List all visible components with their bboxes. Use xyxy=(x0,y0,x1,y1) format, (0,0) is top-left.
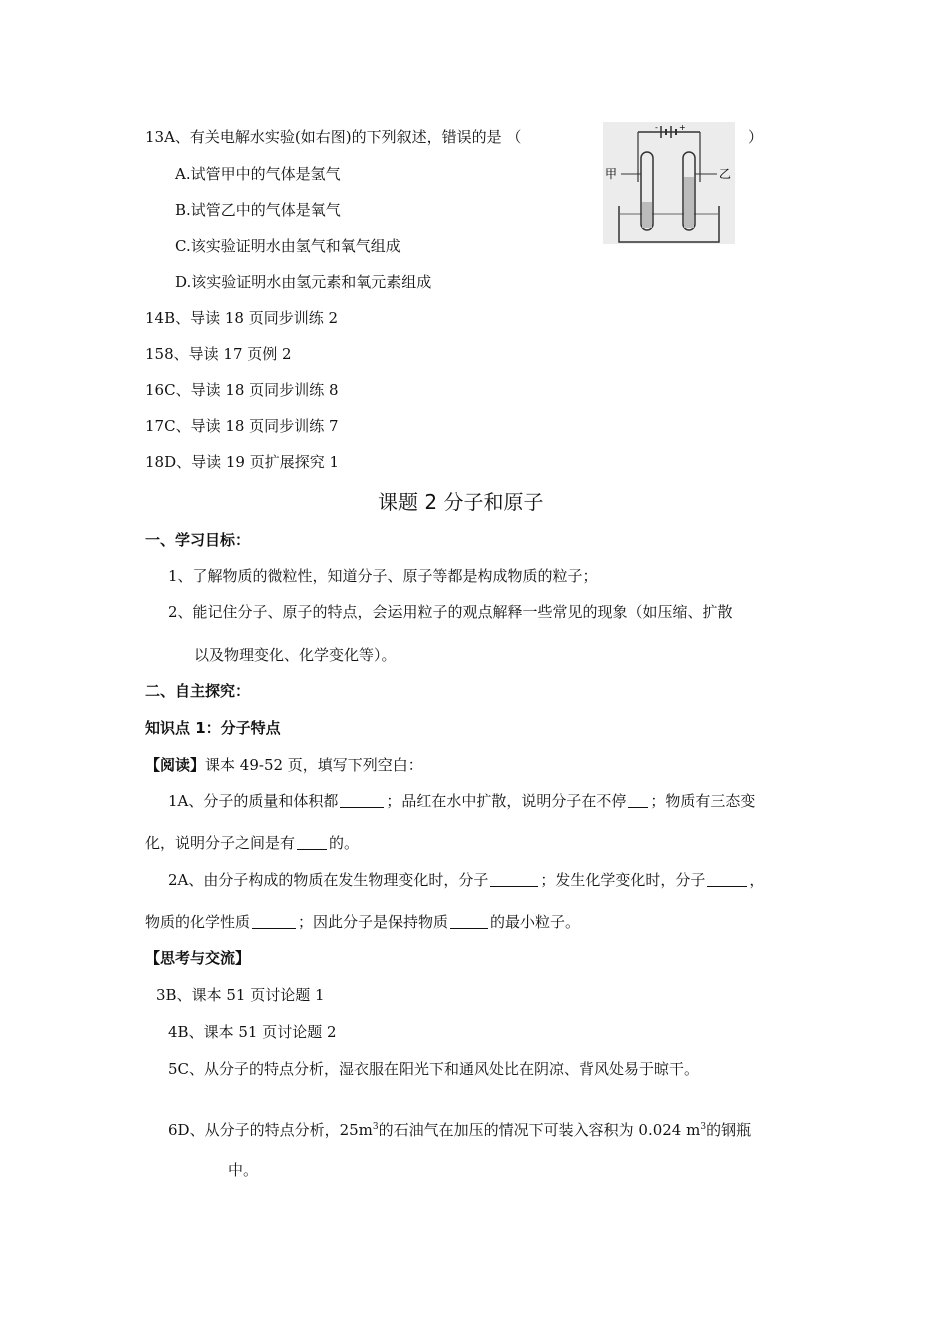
blank[interactable] xyxy=(450,914,488,929)
ref-item: 14B、导读 18 页同步训练 2 xyxy=(145,309,339,327)
lesson-title: 课题 2 分子和原子 xyxy=(378,490,544,514)
q13-option-d: D.该实验证明水由氢元素和氧元素组成 xyxy=(175,273,432,291)
ref-item: 158、导读 17 页例 2 xyxy=(145,345,292,363)
knowledge-point-title: 知识点 1：分子特点 xyxy=(145,719,281,737)
blank[interactable] xyxy=(340,793,384,808)
goal-item: 2、能记住分子、原子的特点，会运用粒子的观点解释一些常见的现象（如压缩、扩散 xyxy=(168,603,733,621)
figure-label-left: 甲 xyxy=(605,167,618,181)
section-heading-goals: 一、学习目标： xyxy=(145,531,251,549)
q13-paren-close: ） xyxy=(748,128,764,146)
blank[interactable] xyxy=(490,872,538,887)
blank[interactable] xyxy=(252,914,296,929)
q13-option-c: C.该实验证明水由氢气和氧气组成 xyxy=(175,237,401,255)
blank[interactable] xyxy=(628,793,648,808)
question-5c: 5C、从分子的特点分析，湿衣服在阳光下和通风处比在阴凉、背风处易于晾干。 xyxy=(168,1060,700,1078)
ref-item: 16C、导读 18 页同步训练 8 xyxy=(145,381,339,399)
electrolysis-apparatus-icon xyxy=(603,122,735,244)
question-2a-line1: 2A、由分子构成的物质在发生物理变化时，分子 ；发生化学变化时，分子 ， xyxy=(168,871,765,889)
blank[interactable] xyxy=(707,872,747,887)
reading-tag: 【阅读】 xyxy=(145,756,206,774)
q13-option-b: B.试管乙中的气体是氧气 xyxy=(175,201,341,219)
question-6d-line2: 中。 xyxy=(228,1161,259,1179)
goal-item: 1、了解物质的微粒性，知道分子、原子等都是构成物质的粒子； xyxy=(168,567,598,585)
goal-item-continued: 以及物理变化、化学变化等）。 xyxy=(194,646,397,664)
question-6d-line1: 6D、从分子的特点分析，$25m^3$的石油气在加压的情况下可装入容积为 0.024 $m^3$的钢瓶 xyxy=(168,1121,752,1139)
reading-instruction: 【阅读】课本 49-52 页，填写下列空白： xyxy=(145,756,423,774)
svg-text:+: + xyxy=(679,123,686,132)
section-heading-explore: 二、自主探究： xyxy=(145,682,251,700)
svg-text:-: - xyxy=(655,123,658,132)
question-3b: 3B、课本 51 页讨论题 1 xyxy=(156,986,325,1004)
question-1a-line2: 化，说明分子之间是有 的。 xyxy=(145,834,360,852)
electrolysis-figure xyxy=(603,122,735,244)
q13-option-a: A.试管甲中的气体是氢气 xyxy=(175,165,341,183)
question-1a-line1: 1A、分子的质量和体积都 ；品红在水中扩散，说明分子在不停 ；物质有三态变 xyxy=(168,792,756,810)
q13-stem: 13A、有关电解水实验(如右图)的下列叙述，错误的是 （ xyxy=(145,128,522,146)
ref-item: 17C、导读 18 页同步训练 7 xyxy=(145,417,339,435)
think-tag: 【思考与交流】 xyxy=(145,949,251,967)
blank[interactable] xyxy=(297,835,327,850)
figure-label-right: 乙 xyxy=(719,167,732,181)
question-4b: 4B、课本 51 页讨论题 2 xyxy=(168,1023,337,1041)
question-2a-line2: 物质的化学性质 ；因此分子是保持物质 的最小粒子。 xyxy=(145,913,581,931)
ref-item: 18D、导读 19 页扩展探究 1 xyxy=(145,453,340,471)
